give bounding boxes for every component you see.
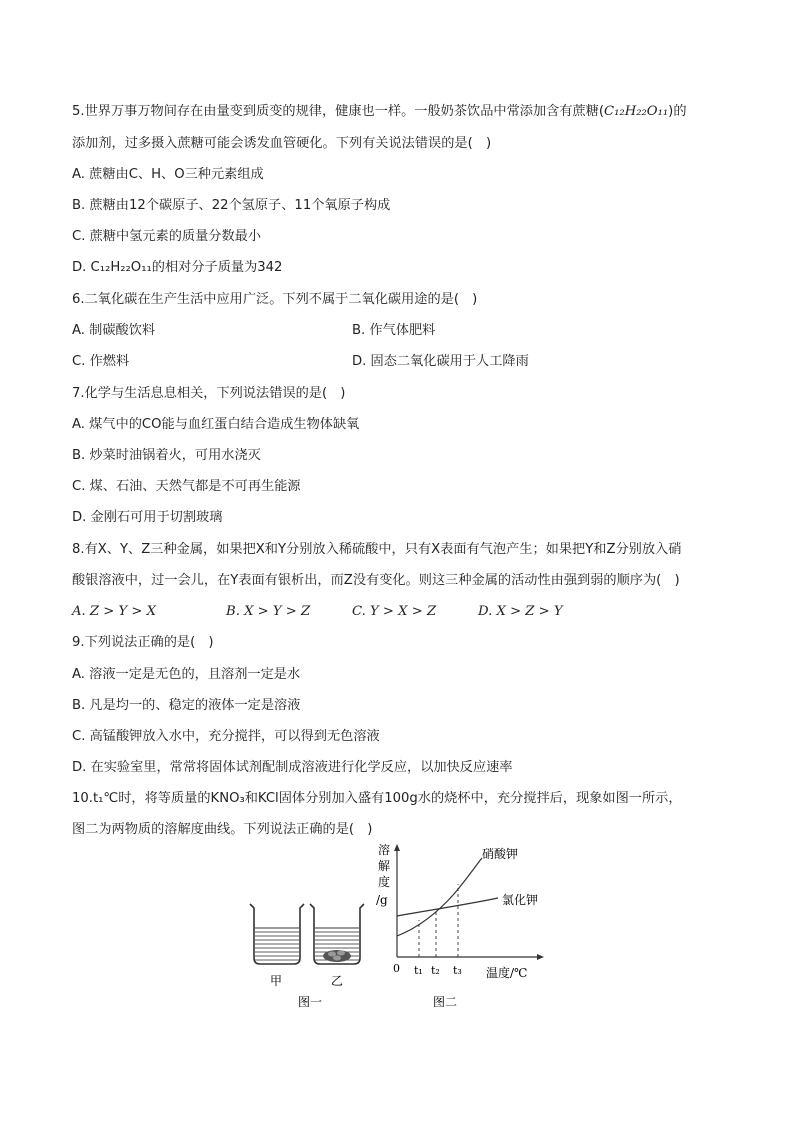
beaker-jia-label: 甲 bbox=[270, 974, 283, 988]
q5-option-a: A. 蔗糖由C、H、O三种元素组成 bbox=[72, 167, 264, 182]
precipitate-grain bbox=[328, 952, 336, 957]
tick-t3: t₃ bbox=[453, 964, 462, 977]
figure-svg bbox=[240, 842, 560, 1012]
q7-option-b: B. 炒菜时油锅着火，可用水浇灭 bbox=[72, 448, 261, 463]
q5-formula: C₁₂H₂₂O₁₁ bbox=[604, 104, 669, 119]
q5-stem-part1-end: )的 bbox=[668, 104, 687, 119]
q10-line1: 10.t₁℃时，将等质量的KNO₃和KCl固体分别加入盛有100g水的烧杯中，充分搅拌后，现象如图一所示， bbox=[72, 791, 682, 806]
label-kno3: 硝酸钾 bbox=[482, 847, 519, 861]
ylabel-char-2: 解 bbox=[378, 859, 391, 873]
q9-option-d: D. 在实验室里，常常将固体试剂配制成溶液进行化学反应，以加快反应速率 bbox=[72, 760, 513, 775]
q8-option-d: D. X > Z > Y bbox=[478, 604, 563, 619]
curve-kno3 bbox=[397, 858, 482, 936]
tick-t2: t₂ bbox=[431, 964, 440, 977]
q6-option-d: D. 固态二氧化碳用于人工降雨 bbox=[352, 354, 529, 369]
q5-line1 bbox=[72, 103, 687, 121]
origin-label: 0 bbox=[393, 962, 400, 975]
ylabel-char-4: /g bbox=[376, 893, 388, 907]
q5-option-d: D. C₁₂H₂₂O₁₁的相对分子质量为342 bbox=[72, 260, 283, 275]
q10-line2: 图二为两物质的溶解度曲线。下列说法正确的是( ) bbox=[72, 822, 373, 837]
ylabel-char-1: 溶 bbox=[378, 843, 391, 857]
caption-figure-1: 图一 bbox=[298, 995, 323, 1009]
q5-line2: 添加剂，过多摄入蔗糖可能会诱发血管硬化。下列有关说法错误的是( ) bbox=[72, 136, 492, 151]
q5-option-b: B. 蔗糖由12个碳原子、22个氢原子、11个氧原子构成 bbox=[72, 198, 391, 213]
precipitate-grain bbox=[333, 956, 341, 961]
q7-option-d: D. 金刚石可用于切割玻璃 bbox=[72, 510, 223, 525]
x-axis-arrow bbox=[537, 954, 544, 960]
q8-line1: 8.有X、Y、Z三种金属，如果把X和Y分别放入稀硫酸中，只有X表面有气泡产生；如果把Y和Z分别放入硝 bbox=[72, 542, 682, 557]
beaker-jia-liquid bbox=[255, 928, 299, 963]
q5-stem-part1: 5.世界万事万物间存在由量变到质变的规律，健康也一样。一般奶茶饮品中常添加含有蔗糖( bbox=[72, 104, 605, 119]
q7-option-a: A. 煤气中的CO能与血红蛋白结合造成生物体缺氧 bbox=[72, 417, 360, 432]
q5-option-c: C. 蔗糖中氢元素的质量分数最小 bbox=[72, 229, 262, 244]
q8-option-b: B. X > Y > Z bbox=[226, 604, 311, 619]
q8-option-a: A. Z > Y > X bbox=[72, 604, 157, 619]
y-axis-arrow bbox=[394, 844, 400, 851]
q9-option-a: A. 溶液一定是无色的，且溶剂一定是水 bbox=[72, 667, 301, 682]
q9-option-c: C. 高锰酸钾放入水中，充分搅拌，可以得到无色溶液 bbox=[72, 729, 380, 744]
q6-option-a: A. 制碳酸饮料 bbox=[72, 323, 156, 338]
beaker-yi-label: 乙 bbox=[331, 974, 344, 988]
q7-stem: 7.化学与生活息息相关，下列说法错误的是( ) bbox=[72, 386, 346, 401]
q6-stem: 6.二氧化碳在生产生活中应用广泛。下列不属于二氧化碳用途的是( ) bbox=[72, 292, 478, 307]
q9-stem: 9.下列说法正确的是( ) bbox=[72, 635, 214, 650]
q7-option-c: C. 煤、石油、天然气都是不可再生能源 bbox=[72, 479, 301, 494]
precipitate-grain bbox=[337, 951, 345, 956]
q8-option-c: C. Y > X > Z bbox=[352, 604, 437, 619]
q10-figure bbox=[240, 842, 560, 1012]
q6-option-b: B. 作气体肥料 bbox=[352, 323, 436, 338]
ylabel-char-3: 度 bbox=[378, 875, 391, 889]
xlabel: 温度/℃ bbox=[486, 966, 528, 980]
beaker-yi bbox=[310, 904, 364, 964]
beaker-jia bbox=[250, 904, 304, 964]
q8-line2: 酸银溶液中，过一会儿，在Y表面有银析出，而Z没有变化。则这三种金属的活动性由强到弱的顺序为( ) bbox=[72, 573, 680, 588]
caption-figure-2: 图二 bbox=[433, 995, 458, 1009]
q9-option-b: B. 凡是均一的、稳定的液体一定是溶液 bbox=[72, 698, 301, 713]
tick-t1: t₁ bbox=[414, 964, 423, 977]
q6-option-c: C. 作燃料 bbox=[72, 354, 130, 369]
label-kcl: 氯化钾 bbox=[502, 893, 539, 907]
